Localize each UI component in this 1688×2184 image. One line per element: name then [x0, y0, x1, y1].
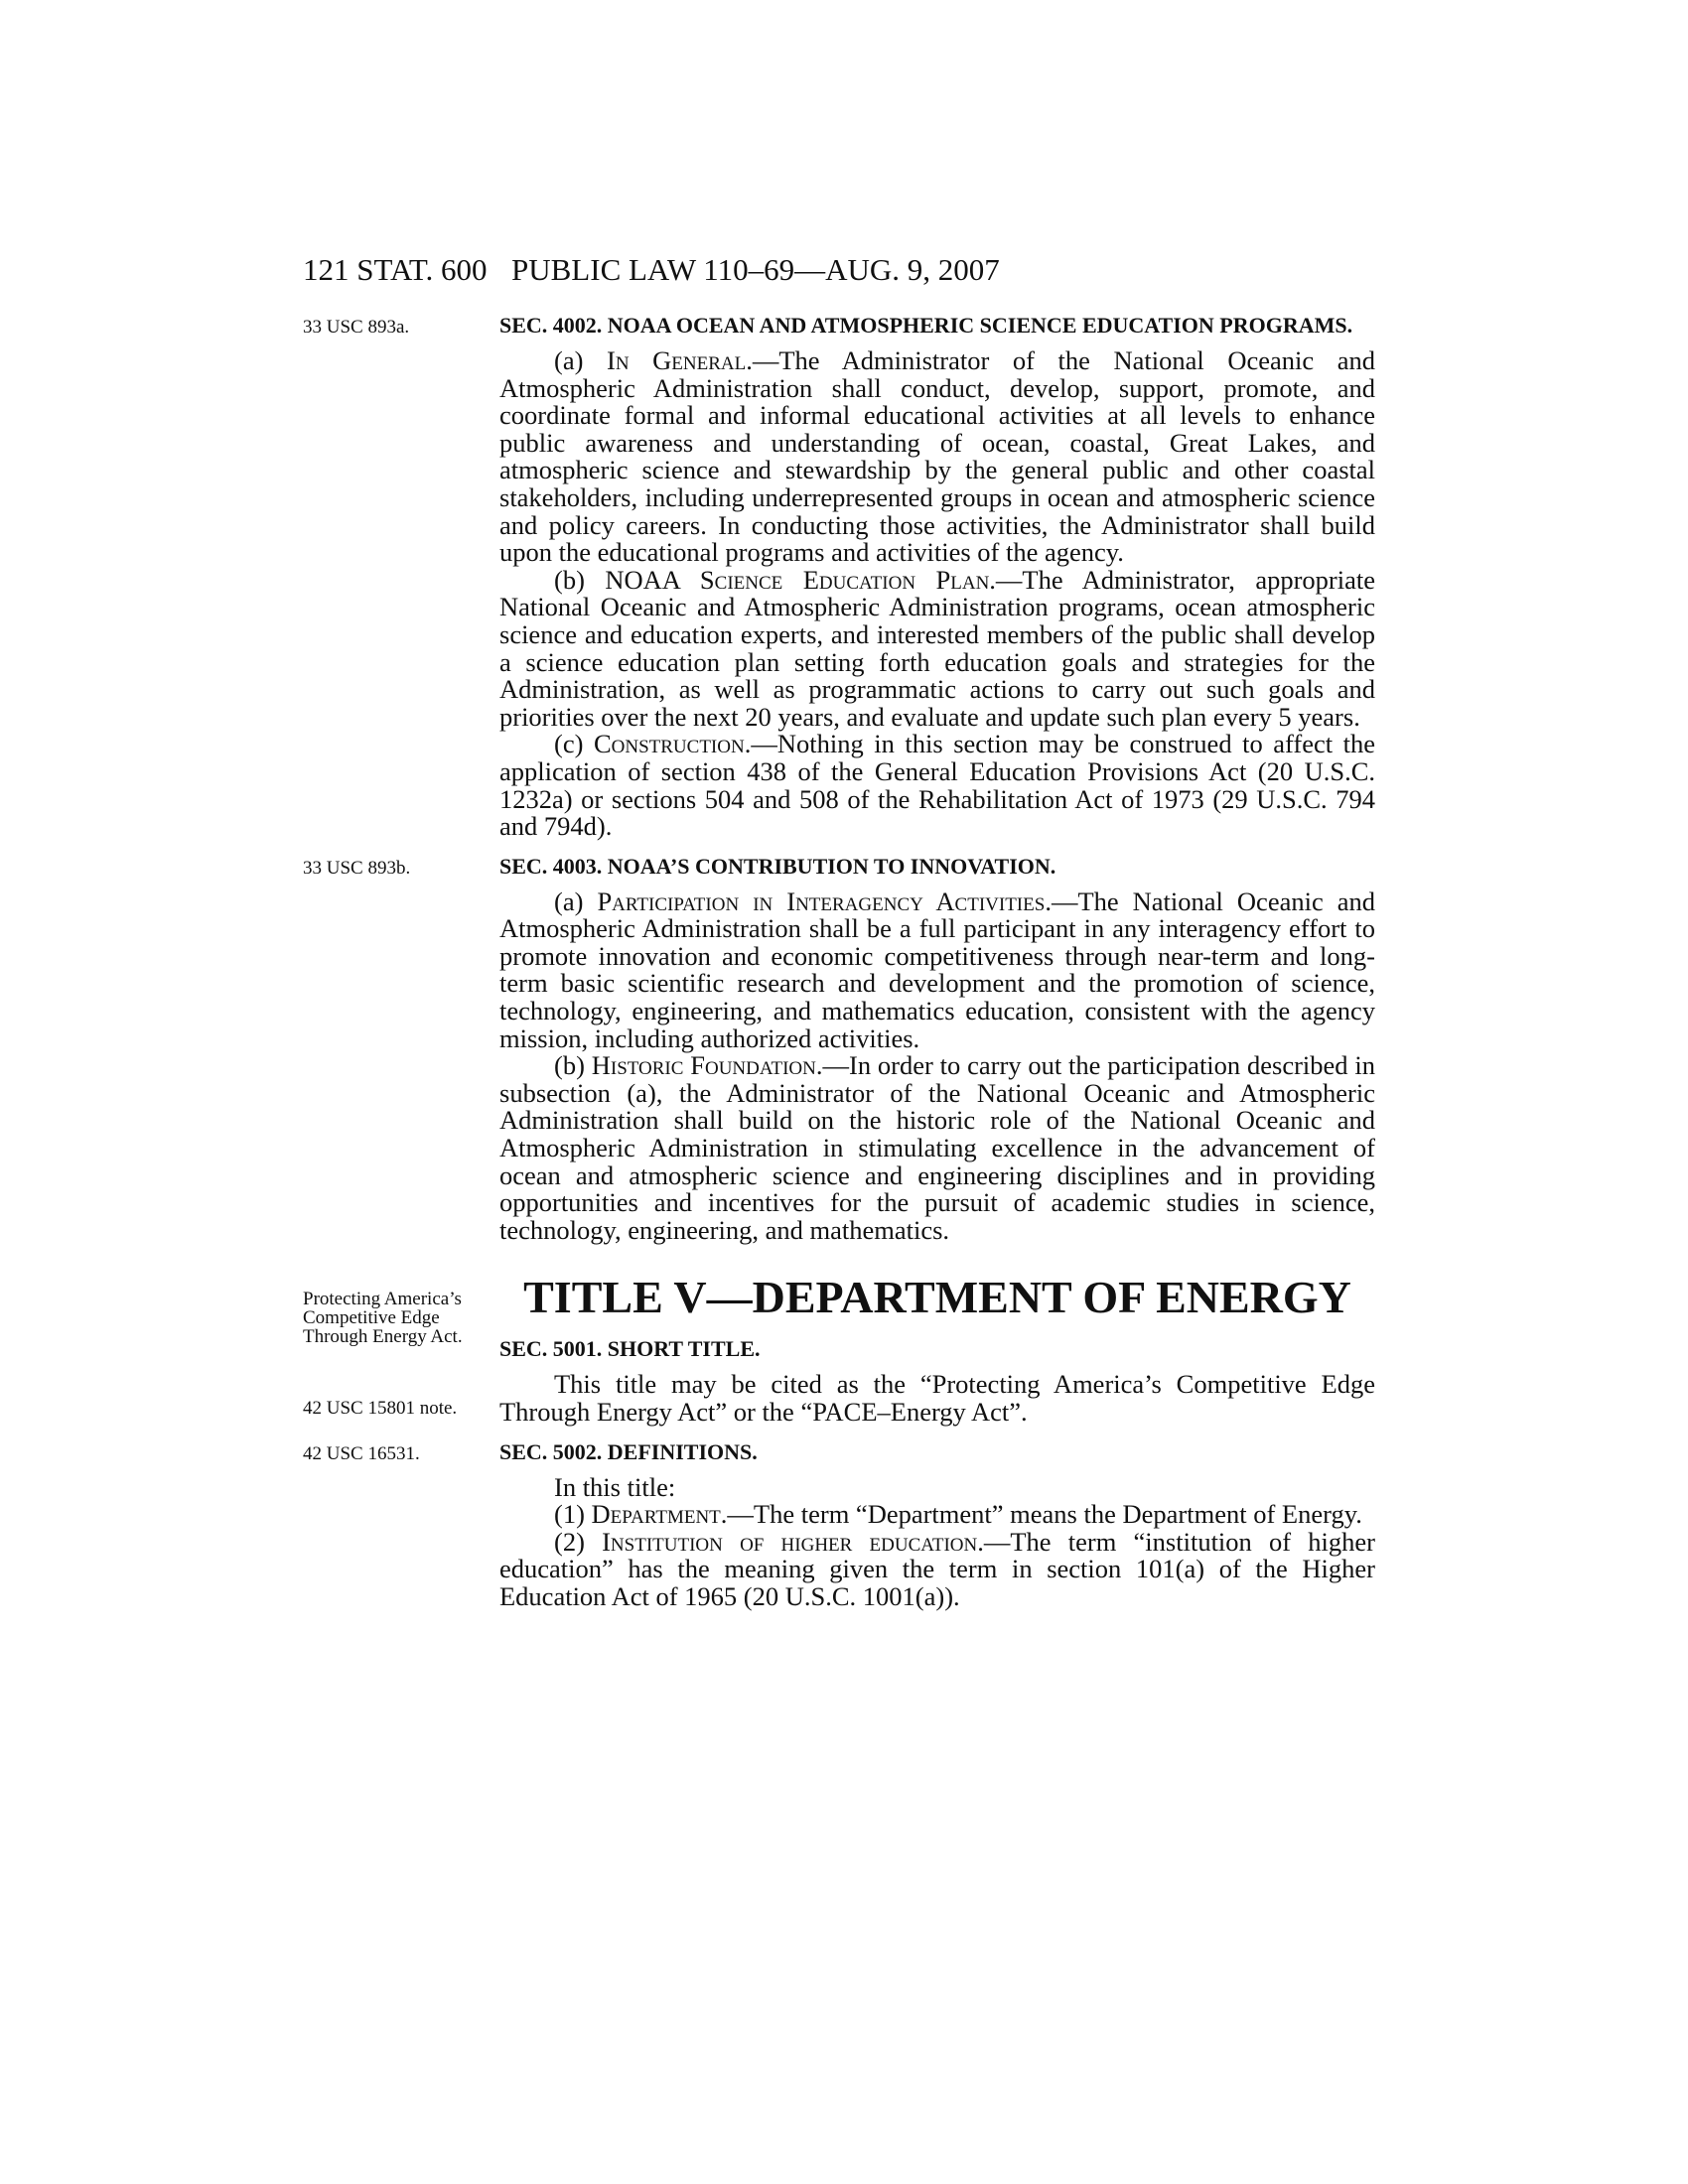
margin-note-5001: 42 USC 15801 note. [303, 1398, 458, 1420]
subsection-b-heading: NOAA Science Education Plan [605, 564, 990, 595]
subsection-a-heading: In General [607, 345, 747, 375]
section-5002-intro: In this title: [554, 1471, 676, 1502]
section-4002-subsection-c: (c) Construction.—Nothing in this section may be construed to affect the application of section 438 of the General Education Provisions Act (20 U.S.C. 1232a) or sections 504 and 508 of the Rehabilitation Act of 1973 (29 U.S.C. 794 and 794d). [499, 729, 1375, 842]
definition-1: (1) Department.—The term “Department” means the Department of Energy. [554, 1499, 1362, 1530]
section-5002-heading: SEC. 5002. DEFINITIONS. [499, 1438, 758, 1464]
public-law-running-head: PUBLIC LAW 110–69—AUG. 9, 2007 [511, 252, 1000, 287]
subsection-b-heading: Historic Foundation [591, 1050, 816, 1081]
title-v [303, 1270, 1375, 1348]
definition-2: (2) Institution of higher education.—The term “institution of higher education” has the meaning given the term in section 101(a) of the Higher Education Act of 1965 (20 U.S.C. 1001(a)). [499, 1526, 1375, 1611]
margin-note-short-title: Protecting America’s Competitive Edge Through Energy Act. [303, 1289, 463, 1348]
section-4003-subsection-a: (a) Participation in Interagency Activities.—The National Oceanic and Atmospheric Administration shall be a full participant in any interagency effort to promote innovation and economic competitiveness through near-term and long-term basic scientific research and development and the promotion of science, technology, engineering, and mathematics education, consistent with the agency mission, including authorized activities. [499, 886, 1375, 1053]
section-4002-subsection-a: (a) In General.—The Administrator of the National Oceanic and Atmospheric Administration shall conduct, develop, support, promote, and coordinate formal and informal educational activities at all levels to enhance public awareness and understanding of ocean, coastal, Great Lakes, and atmospheric science and stewardship by the general public and other coastal stakeholders, including underrepresented groups in ocean and atmospheric science and policy careers. In conducting those activities, the Administrator shall build upon the educational programs and activities of the agency. [499, 345, 1375, 568]
section-4003-heading: SEC. 4003. NOAA’S CONTRIBUTION TO INNOVATION. [499, 853, 1056, 879]
section-4002 [303, 314, 1375, 841]
margin-note-4002: 33 USC 893a. [303, 317, 410, 338]
section-5001-heading: SEC. 5001. SHORT TITLE. [499, 1336, 761, 1362]
section-4002-subsection-b: (b) NOAA Science Education Plan.—The Administrator, appropriate National Oceanic and Atmospheric Administration programs, ocean atmospheric science and education experts, and interested members of the public shall develop a science education plan setting forth education goals and strategies for the Administration, as well as programmatic actions to carry out such goals and priorities over the next 20 years, and evaluate and update such plan every 5 years. [499, 564, 1375, 732]
subsection-c-heading: Construction [593, 729, 745, 759]
section-5002 [303, 1440, 1375, 1611]
statute-page-number: 121 STAT. 600 [303, 252, 488, 287]
section-4002-heading: SEC. 4002. NOAA OCEAN AND ATMOSPHERIC SCIENCE EDUCATION PROGRAMS. [499, 313, 1353, 338]
title-v-heading: TITLE V—DEPARTMENT OF ENERGY [523, 1272, 1351, 1323]
margin-note-4003: 33 USC 893b. [303, 857, 411, 879]
section-5001 [303, 1337, 1375, 1426]
section-4003-subsection-b: (b) Historic Foundation.—In order to carry out the participation described in subsection (a), the Administrator of the National Oceanic and Atmospheric Administration shall build on the historic role of the National Oceanic and Atmospheric Administration in stimulating excellence in the advancement of ocean and atmospheric science and engineering disciplines and in providing opportunities and incentives for the pursuit of academic studies in science, technology, engineering, and mathematics. [499, 1050, 1375, 1245]
margin-note-5002: 42 USC 16531. [303, 1442, 420, 1464]
page-body [303, 314, 1375, 1611]
definition-1-heading: Department [591, 1499, 721, 1530]
section-5001-text: This title may be cited as the “Protecting America’s Competitive Edge Through Energy Act” or the “PACE–Energy Act”. [499, 1369, 1375, 1427]
definition-2-heading: Institution of higher education [602, 1526, 978, 1557]
section-4003 [303, 855, 1375, 1245]
subsection-a-heading: Participation in Interagency Activities [597, 886, 1046, 916]
page-header [303, 250, 1196, 290]
